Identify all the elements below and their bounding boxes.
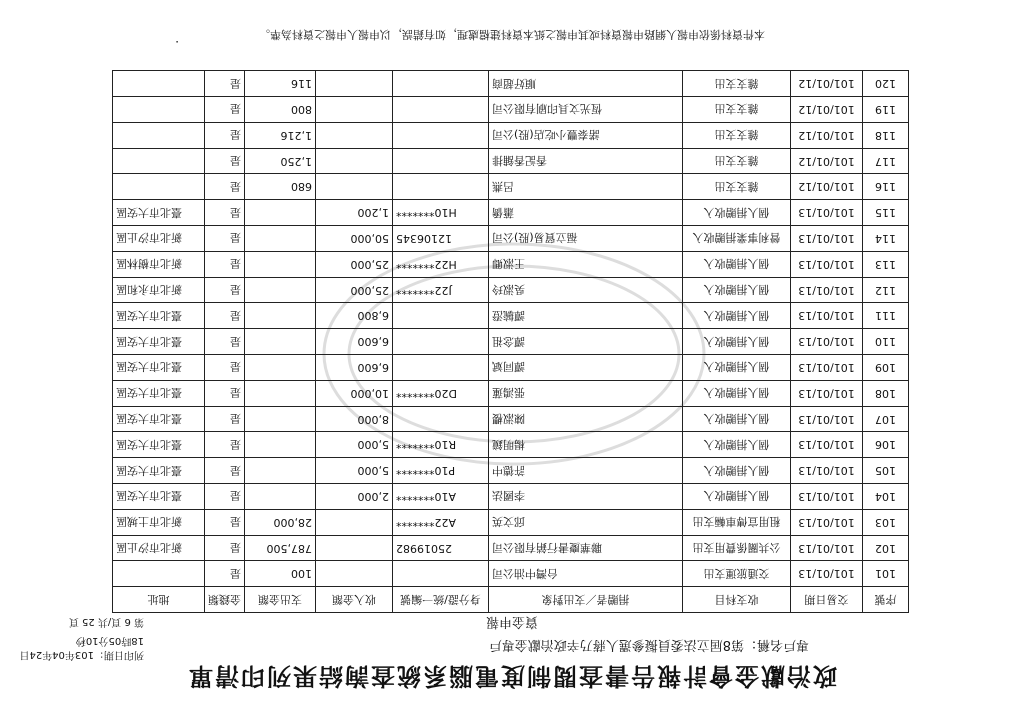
cell-category: 交通旅運支出 xyxy=(683,561,791,587)
footnote-mark: . xyxy=(175,38,179,52)
cell-category: 雜支支出 xyxy=(683,97,791,123)
table-row xyxy=(113,509,909,535)
cell-expense: 800 xyxy=(245,97,316,123)
cell-expense: 116 xyxy=(245,71,316,97)
cell-expense: 1,250 xyxy=(245,148,316,174)
cell-date: 101/01/13 xyxy=(791,509,863,535)
cell-name: 陳淑櫻 xyxy=(489,406,683,432)
cell-name: 譚念祖 xyxy=(489,329,683,355)
cell-address: 臺北市大安區 xyxy=(113,432,205,458)
print-time: 18時05分10秒 xyxy=(75,635,144,646)
cell-name: 邱文英 xyxy=(489,509,683,535)
cell-cash: 是 xyxy=(205,226,245,252)
cell-date: 101/01/13 xyxy=(791,251,863,277)
footnote: 本件資料係依申報人網路申報資料或其申報之紙本資料建檔處理，如有錯誤，以申報人申報之資料為準。 xyxy=(259,28,765,41)
cell-address: 臺北市大安區 xyxy=(113,200,205,226)
report-type: 資金申報 xyxy=(486,614,539,629)
cell-id: D20******* xyxy=(393,380,489,406)
cell-no: 112 xyxy=(863,277,909,303)
cell-id: 25019982 xyxy=(393,535,489,561)
cell-income: 10,000 xyxy=(316,380,393,406)
cell-category: 雜支支出 xyxy=(683,148,791,174)
cell-cash: 是 xyxy=(205,406,245,432)
cell-no: 101 xyxy=(863,561,909,587)
cell-name: 吳淑玲 xyxy=(489,277,683,303)
cell-date: 101/01/13 xyxy=(791,355,863,381)
cell-expense xyxy=(245,303,316,329)
report-title: 政治獻金會計報告書查閱制度電腦系統查詢結果列印清單 xyxy=(187,662,837,690)
cell-name: 譚同斌 xyxy=(489,355,683,381)
table-row xyxy=(113,380,909,406)
cell-cash: 是 xyxy=(205,484,245,510)
cell-cash: 是 xyxy=(205,432,245,458)
cell-address: 新北市樹林區 xyxy=(113,251,205,277)
cell-id: A22******* xyxy=(393,509,489,535)
cell-category: 個人捐贈收入 xyxy=(683,200,791,226)
cell-income: 25,000 xyxy=(316,251,393,277)
cell-cash: 是 xyxy=(205,174,245,200)
cell-expense: 787,500 xyxy=(245,535,316,561)
cell-category: 個人捐贈收入 xyxy=(683,355,791,381)
cell-expense xyxy=(245,380,316,406)
cell-no: 115 xyxy=(863,200,909,226)
cell-income xyxy=(316,97,393,123)
cell-address: 新北市汐止區 xyxy=(113,535,205,561)
cell-category: 個人捐贈收入 xyxy=(683,406,791,432)
cell-expense xyxy=(245,406,316,432)
table-row xyxy=(113,303,909,329)
cell-id xyxy=(393,355,489,381)
column-header-expense: 支出金額 xyxy=(245,587,316,613)
cell-income: 6,600 xyxy=(316,329,393,355)
cell-category: 營利事業捐贈收入 xyxy=(683,226,791,252)
cell-cash: 是 xyxy=(205,355,245,381)
cell-id xyxy=(393,303,489,329)
cell-address xyxy=(113,97,205,123)
cell-id xyxy=(393,329,489,355)
cell-name: 譚毓澄 xyxy=(489,303,683,329)
cell-category: 個人捐贈收入 xyxy=(683,484,791,510)
cell-income: 6,600 xyxy=(316,355,393,381)
table-row xyxy=(113,122,909,148)
cell-date: 101/01/13 xyxy=(791,200,863,226)
cell-name: 聯華慶書行銷有限公司 xyxy=(489,535,683,561)
cell-address: 臺北市大安區 xyxy=(113,329,205,355)
table-row xyxy=(113,458,909,484)
cell-address: 新北市汐止區 xyxy=(113,226,205,252)
column-header-id: 身分證/統一編號 xyxy=(393,587,489,613)
cell-id: H22******* xyxy=(393,251,489,277)
table-row xyxy=(113,226,909,252)
table-row xyxy=(113,406,909,432)
table-row xyxy=(113,200,909,226)
cell-category: 個人捐贈收入 xyxy=(683,277,791,303)
cell-name: 王淑卿 xyxy=(489,251,683,277)
cell-name: 台灣中油公司 xyxy=(489,561,683,587)
cell-no: 104 xyxy=(863,484,909,510)
cell-name: 呂燕 xyxy=(489,174,683,200)
cell-income xyxy=(316,148,393,174)
cell-expense: 28,000 xyxy=(245,509,316,535)
cell-no: 111 xyxy=(863,303,909,329)
cell-name: 蕭僑 xyxy=(489,200,683,226)
table-row xyxy=(113,484,909,510)
cell-id: 12106345 xyxy=(393,226,489,252)
cell-no: 116 xyxy=(863,174,909,200)
cell-expense xyxy=(245,251,316,277)
account-name: 專戶名稱：第8屆立法委員擬參選人蔣乃辛政治獻金專戶 xyxy=(488,637,809,652)
cell-name: 恆光文具印刷有限公司 xyxy=(489,97,683,123)
cell-income xyxy=(316,535,393,561)
cell-date: 101/01/12 xyxy=(791,122,863,148)
cell-date: 101/01/12 xyxy=(791,71,863,97)
cell-id xyxy=(393,71,489,97)
cell-no: 106 xyxy=(863,432,909,458)
cell-income: 8,000 xyxy=(316,406,393,432)
column-header-date: 交易日期 xyxy=(791,587,863,613)
cell-expense: 100 xyxy=(245,561,316,587)
table-row xyxy=(113,329,909,355)
cell-id xyxy=(393,174,489,200)
cell-address: 臺北市大安區 xyxy=(113,406,205,432)
cell-id: A10******* xyxy=(393,484,489,510)
page-info: 第 6 頁/共 25 頁 xyxy=(68,616,144,627)
cell-date: 101/01/12 xyxy=(791,174,863,200)
cell-cash: 是 xyxy=(205,148,245,174)
cell-expense xyxy=(245,200,316,226)
cell-income: 5,000 xyxy=(316,432,393,458)
cell-date: 101/01/13 xyxy=(791,484,863,510)
table-row xyxy=(113,432,909,458)
cell-date: 101/01/13 xyxy=(791,380,863,406)
cell-no: 109 xyxy=(863,355,909,381)
cell-name: 福立貿易(股)公司 xyxy=(489,226,683,252)
cell-date: 101/01/13 xyxy=(791,561,863,587)
cell-address: 臺北市大安區 xyxy=(113,458,205,484)
cell-name: 許德中 xyxy=(489,458,683,484)
cell-income xyxy=(316,509,393,535)
table-row xyxy=(113,355,909,381)
cell-cash: 是 xyxy=(205,277,245,303)
cell-expense xyxy=(245,329,316,355)
cell-address: 臺北市大安區 xyxy=(113,380,205,406)
cell-cash: 是 xyxy=(205,458,245,484)
cell-date: 101/01/13 xyxy=(791,458,863,484)
cell-date: 101/01/13 xyxy=(791,329,863,355)
cell-income: 25,000 xyxy=(316,277,393,303)
cell-expense xyxy=(245,432,316,458)
column-header-address: 地址 xyxy=(113,587,205,613)
cell-name: 香記香舖排 xyxy=(489,148,683,174)
cell-address: 臺北市大安區 xyxy=(113,484,205,510)
cell-expense xyxy=(245,277,316,303)
donation-ledger-table xyxy=(112,70,909,613)
cell-category: 公共關係費用支出 xyxy=(683,535,791,561)
column-header-no: 序號 xyxy=(863,587,909,613)
table-row xyxy=(113,148,909,174)
cell-income: 2,000 xyxy=(316,484,393,510)
cell-id: H10******* xyxy=(393,200,489,226)
cell-no: 114 xyxy=(863,226,909,252)
cell-name: 李國法 xyxy=(489,484,683,510)
table-row xyxy=(113,97,909,123)
cell-date: 101/01/12 xyxy=(791,97,863,123)
cell-name: 張鴻蓮 xyxy=(489,380,683,406)
cell-address xyxy=(113,148,205,174)
cell-expense xyxy=(245,355,316,381)
cell-date: 101/01/13 xyxy=(791,406,863,432)
cell-id xyxy=(393,148,489,174)
cell-no: 103 xyxy=(863,509,909,535)
cell-cash: 是 xyxy=(205,303,245,329)
cell-income: 6,800 xyxy=(316,303,393,329)
cell-category: 個人捐贈收入 xyxy=(683,329,791,355)
cell-date: 101/01/13 xyxy=(791,535,863,561)
cell-category: 雜支支出 xyxy=(683,71,791,97)
cell-expense xyxy=(245,484,316,510)
cell-address xyxy=(113,122,205,148)
cell-income: 1,200 xyxy=(316,200,393,226)
cell-no: 120 xyxy=(863,71,909,97)
cell-cash: 是 xyxy=(205,380,245,406)
cell-cash: 是 xyxy=(205,329,245,355)
print-date: 列印日期：103年04年24日 xyxy=(19,649,144,660)
cell-date: 101/01/12 xyxy=(791,148,863,174)
cell-cash: 是 xyxy=(205,535,245,561)
cell-date: 101/01/13 xyxy=(791,432,863,458)
cell-date: 101/01/13 xyxy=(791,303,863,329)
table-row xyxy=(113,71,909,97)
cell-id xyxy=(393,122,489,148)
cell-no: 102 xyxy=(863,535,909,561)
table-header-row xyxy=(113,587,909,613)
table-row xyxy=(113,174,909,200)
cell-category: 雜支支出 xyxy=(683,174,791,200)
cell-id xyxy=(393,97,489,123)
cell-category: 租用宣傳車輛支出 xyxy=(683,509,791,535)
cell-address xyxy=(113,561,205,587)
cell-cash: 是 xyxy=(205,122,245,148)
table-row xyxy=(113,277,909,303)
cell-income xyxy=(316,561,393,587)
cell-name: 諾泰豐小吃店(股)公司 xyxy=(489,122,683,148)
cell-expense xyxy=(245,226,316,252)
cell-name: 楊明鏡 xyxy=(489,432,683,458)
cell-cash: 是 xyxy=(205,509,245,535)
column-header-category: 收支科目 xyxy=(683,587,791,613)
cell-no: 113 xyxy=(863,251,909,277)
cell-id xyxy=(393,561,489,587)
cell-expense: 1,216 xyxy=(245,122,316,148)
cell-address: 臺北市大安區 xyxy=(113,303,205,329)
cell-category: 個人捐贈收入 xyxy=(683,380,791,406)
column-header-name: 捐贈者／支出對象 xyxy=(489,587,683,613)
table-row xyxy=(113,561,909,587)
cell-income xyxy=(316,122,393,148)
cell-date: 101/01/13 xyxy=(791,277,863,303)
cell-category: 雜支支出 xyxy=(683,122,791,148)
cell-id xyxy=(393,406,489,432)
cell-expense xyxy=(245,458,316,484)
column-header-income: 收入金額 xyxy=(316,587,393,613)
table-row xyxy=(113,251,909,277)
cell-id: J22******* xyxy=(393,277,489,303)
cell-address xyxy=(113,174,205,200)
column-header-cash: 金錢類 xyxy=(205,587,245,613)
cell-id: R10******* xyxy=(393,432,489,458)
table-row xyxy=(113,535,909,561)
cell-address: 新北市土城區 xyxy=(113,509,205,535)
cell-address: 臺北市大安區 xyxy=(113,355,205,381)
cell-income: 50,000 xyxy=(316,226,393,252)
cell-no: 105 xyxy=(863,458,909,484)
cell-date: 101/01/13 xyxy=(791,226,863,252)
cell-cash: 是 xyxy=(205,200,245,226)
cell-no: 108 xyxy=(863,380,909,406)
cell-no: 107 xyxy=(863,406,909,432)
cell-no: 119 xyxy=(863,97,909,123)
cell-category: 個人捐贈收入 xyxy=(683,458,791,484)
cell-no: 117 xyxy=(863,148,909,174)
cell-cash: 是 xyxy=(205,561,245,587)
cell-category: 個人捐贈收入 xyxy=(683,251,791,277)
cell-income xyxy=(316,71,393,97)
cell-cash: 是 xyxy=(205,97,245,123)
cell-id: P10******* xyxy=(393,458,489,484)
cell-address xyxy=(113,71,205,97)
cell-category: 個人捐贈收入 xyxy=(683,432,791,458)
cell-no: 110 xyxy=(863,329,909,355)
cell-category: 個人捐贈收入 xyxy=(683,303,791,329)
cell-no: 118 xyxy=(863,122,909,148)
cell-name: 順好超商 xyxy=(489,71,683,97)
table-body xyxy=(113,71,909,587)
cell-cash: 是 xyxy=(205,71,245,97)
cell-address: 新北市永和區 xyxy=(113,277,205,303)
cell-income: 5,000 xyxy=(316,458,393,484)
cell-income xyxy=(316,174,393,200)
cell-expense: 680 xyxy=(245,174,316,200)
cell-cash: 是 xyxy=(205,251,245,277)
